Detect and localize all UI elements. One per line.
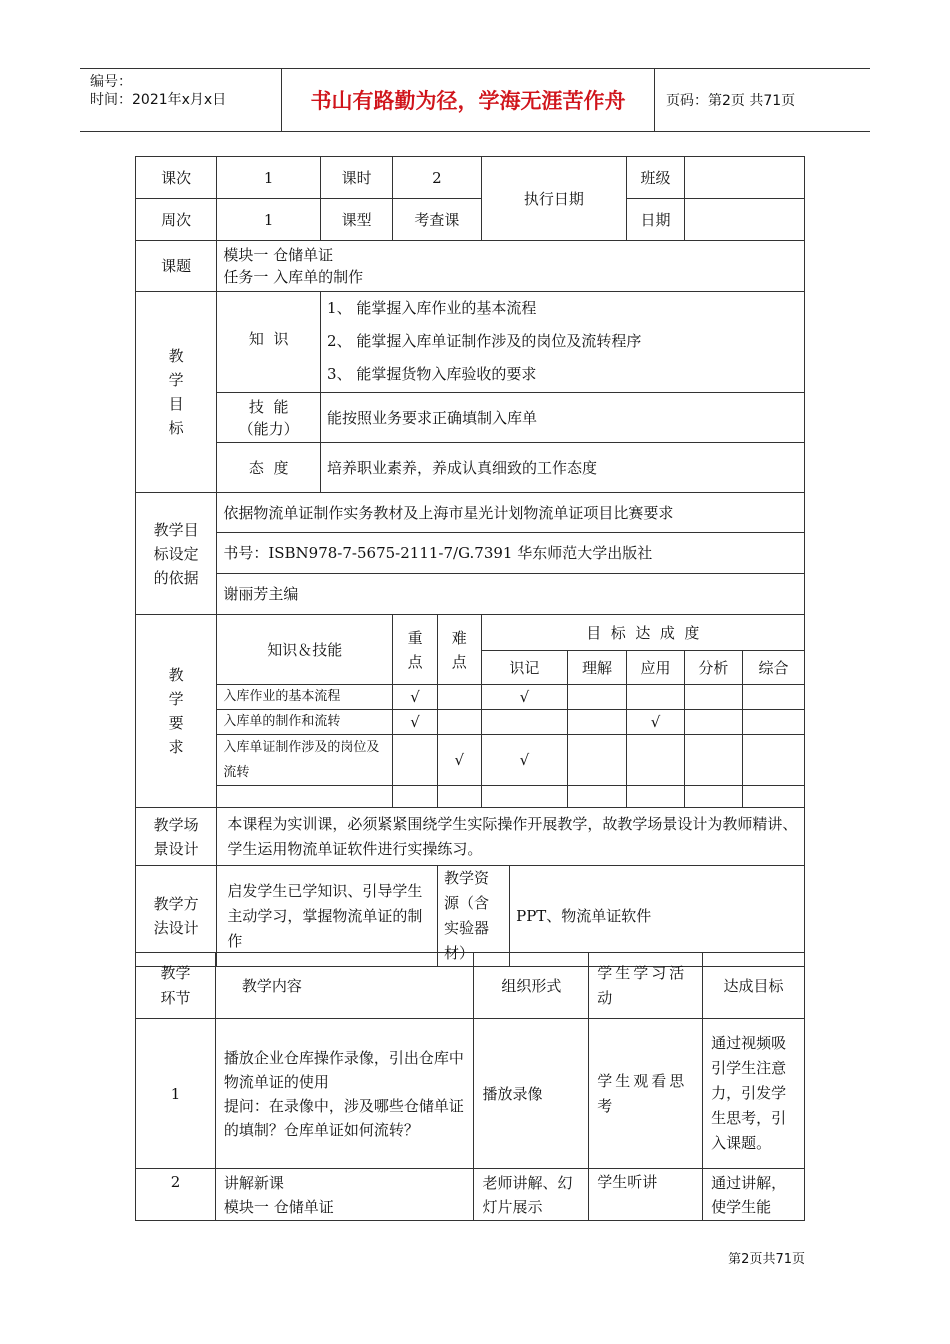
method-text: 启发学生已学知识、引导学生主动学习，掌握物流单证的制作 <box>217 866 438 967</box>
head-activity: 学生学习活动 <box>589 953 703 1019</box>
kexing-label: 课型 <box>321 199 393 241</box>
basis-2: 书号：ISBN978-7-5675-2111-7/G.7391 华东师范大学出版社 <box>217 533 805 574</box>
req-row-empty-cell <box>627 786 685 808</box>
knowledge-label: 知 识 <box>217 292 321 393</box>
req-label-char: 要 <box>168 714 184 732</box>
goal-label-char: 教 <box>168 347 184 365</box>
level-synthesize: 综合 <box>742 651 804 685</box>
req-row-l1: √ <box>481 685 567 710</box>
row2-goal: 通过讲解，使学生能 <box>703 1169 805 1221</box>
teaching-process-table <box>135 952 805 1221</box>
req-row-empty-cell <box>684 786 742 808</box>
goal-label-char: 标 <box>168 419 184 437</box>
goal-label <box>136 292 217 493</box>
req-row-skill: 入库作业的基本流程 <box>217 685 393 710</box>
head-form: 组织形式 <box>474 953 589 1019</box>
knowledge-items <box>321 292 805 393</box>
req-row-l4 <box>684 735 742 786</box>
keshi-value: 2 <box>393 157 481 199</box>
method-label-line: 教学方 <box>153 895 199 913</box>
req-label-char: 求 <box>168 738 184 756</box>
req-row-zhong: √ <box>393 685 438 710</box>
row1-goal: 通过视频吸引学生注意力，引发学生思考，引入课题。 <box>703 1019 805 1169</box>
req-head-zhong-char: 点 <box>407 652 423 671</box>
basis-label-line: 教学目 <box>153 520 199 539</box>
topic-line2: 任务一 入库单的制作 <box>223 268 364 286</box>
req-row-empty-cell <box>393 786 438 808</box>
req-label-char: 教 <box>168 666 184 684</box>
req-head-nan-char: 点 <box>451 652 467 671</box>
goal-label-char: 学 <box>168 371 184 389</box>
skill-text: 能按照业务要求正确填制入库单 <box>321 393 805 443</box>
skill-label-line1: 技 能 <box>248 397 289 416</box>
page-footer: 第2页共71页 <box>728 1252 805 1267</box>
req-row-l1 <box>481 710 567 735</box>
row1-activity: 学生观看思考 <box>589 1019 703 1169</box>
date-value <box>684 199 804 241</box>
req-row-skill: 入库单的制作和流转 <box>217 710 393 735</box>
skill-label-line2: （能力） <box>238 419 299 438</box>
req-row-nan: √ <box>437 735 481 786</box>
req-row-zhong: √ <box>393 710 438 735</box>
req-row-nan <box>437 710 481 735</box>
zhouci-label: 周次 <box>136 199 217 241</box>
req-head-goal: 目 标 达 成 度 <box>481 615 804 651</box>
knowledge-item: 3、 能掌握货物入库验收的要求 <box>327 365 537 383</box>
req-row-l2 <box>568 710 627 735</box>
head-stage: 教学环节 <box>136 953 216 1019</box>
req-row-l1: √ <box>481 735 567 786</box>
topic-label: 课题 <box>136 241 217 292</box>
req-row-zhong <box>393 735 438 786</box>
req-row-empty-cell <box>481 786 567 808</box>
row2-activity: 学生听讲 <box>589 1169 703 1221</box>
skill-label <box>217 393 321 443</box>
scene-label <box>136 808 217 866</box>
row2-content: 讲解新课 模块一 仓储单证 <box>215 1169 474 1221</box>
code-label: 编号： <box>90 74 132 90</box>
resource-label: 教学资源（含实验器材） <box>437 866 509 967</box>
topic-line1: 模块一 仓储单证 <box>223 246 334 264</box>
time-label: 时间：2021年x月x日 <box>90 92 227 108</box>
head-content: 教学内容 <box>215 953 474 1019</box>
req-head-nan <box>437 615 481 685</box>
basis-3: 谢丽芳主编 <box>217 574 805 615</box>
class-label: 班级 <box>627 157 685 199</box>
row1-no: 1 <box>136 1019 216 1169</box>
keci-value: 1 <box>217 157 321 199</box>
basis-label <box>136 493 217 615</box>
req-row-l3 <box>627 735 685 786</box>
req-row-l4 <box>684 685 742 710</box>
basis-1: 依据物流单证制作实务教材及上海市星光计划物流单证项目比赛要求 <box>217 493 805 533</box>
goal-label-char: 目 <box>168 395 184 413</box>
basis-label-line: 标设定 <box>153 544 199 563</box>
row1-content: 播放企业仓库操作录像，引出仓库中物流单证的使用 提问：在录像中，涉及哪些仓储单证的填制？仓库单证如何流转？ <box>215 1019 474 1169</box>
req-label <box>136 615 217 808</box>
level-understand: 理解 <box>568 651 627 685</box>
exec-date-label: 执行日期 <box>481 157 626 241</box>
attitude-text: 培养职业素养，养成认真细致的工作态度 <box>321 443 805 493</box>
req-row-l5 <box>742 710 804 735</box>
req-head-nan-char: 难 <box>451 628 467 647</box>
zhouci-value: 1 <box>217 199 321 241</box>
req-row-l5 <box>742 735 804 786</box>
row2-no: 2 <box>136 1169 216 1221</box>
req-head-skill: 知识＆技能 <box>217 615 393 685</box>
req-label-char: 学 <box>168 690 184 708</box>
req-row-empty-cell <box>437 786 481 808</box>
level-recall: 识记 <box>481 651 567 685</box>
attitude-label: 态 度 <box>217 443 321 493</box>
scene-label-line: 教学场 <box>153 815 199 834</box>
header-motto: 书山有路勤为径，学海无涯苦作舟 <box>281 69 655 131</box>
lesson-info-table <box>135 156 805 967</box>
header-meta <box>90 73 226 109</box>
knowledge-item: 2、 能掌握入库单证制作涉及的岗位及流转程序 <box>327 332 642 350</box>
req-row-l2 <box>568 735 627 786</box>
req-row-nan <box>437 685 481 710</box>
head-goal: 达成目标 <box>703 953 805 1019</box>
row2-form: 老师讲解、幻灯片展示 <box>474 1169 589 1221</box>
req-row-l5 <box>742 685 804 710</box>
req-row-empty <box>217 786 393 808</box>
req-head-zhong <box>393 615 438 685</box>
scene-text: 本课程为实训课，必须紧紧围绕学生实际操作开展教学，故教学场景设计为教师精讲、学生运用物流单证软件进行实操练习。 <box>217 808 805 866</box>
req-head-zhong-char: 重 <box>407 628 423 647</box>
scene-label-line: 景设计 <box>153 839 199 858</box>
req-row-skill: 入库单证制作涉及的岗位及流转 <box>217 735 393 786</box>
class-value <box>684 157 804 199</box>
knowledge-item: 1、 能掌握入库作业的基本流程 <box>327 299 537 317</box>
req-row-empty-cell <box>568 786 627 808</box>
basis-label-line: 的依据 <box>153 568 199 587</box>
kexing-value: 考查课 <box>393 199 481 241</box>
topic-value <box>217 241 805 292</box>
req-row-l3: √ <box>627 710 685 735</box>
level-analyze: 分析 <box>684 651 742 685</box>
req-row-l4 <box>684 710 742 735</box>
req-row-l3 <box>627 685 685 710</box>
level-apply: 应用 <box>627 651 685 685</box>
header-page-info: 页码：第2页 共71页 <box>666 93 796 109</box>
req-row-l2 <box>568 685 627 710</box>
date-label: 日期 <box>627 199 685 241</box>
row1-form: 播放录像 <box>474 1019 589 1169</box>
resource-text: PPT、物流单证软件 <box>510 866 805 967</box>
method-label-line: 法设计 <box>153 919 199 937</box>
req-row-empty-cell <box>742 786 804 808</box>
page-header <box>80 68 870 132</box>
keshi-label: 课时 <box>321 157 393 199</box>
keci-label: 课次 <box>136 157 217 199</box>
